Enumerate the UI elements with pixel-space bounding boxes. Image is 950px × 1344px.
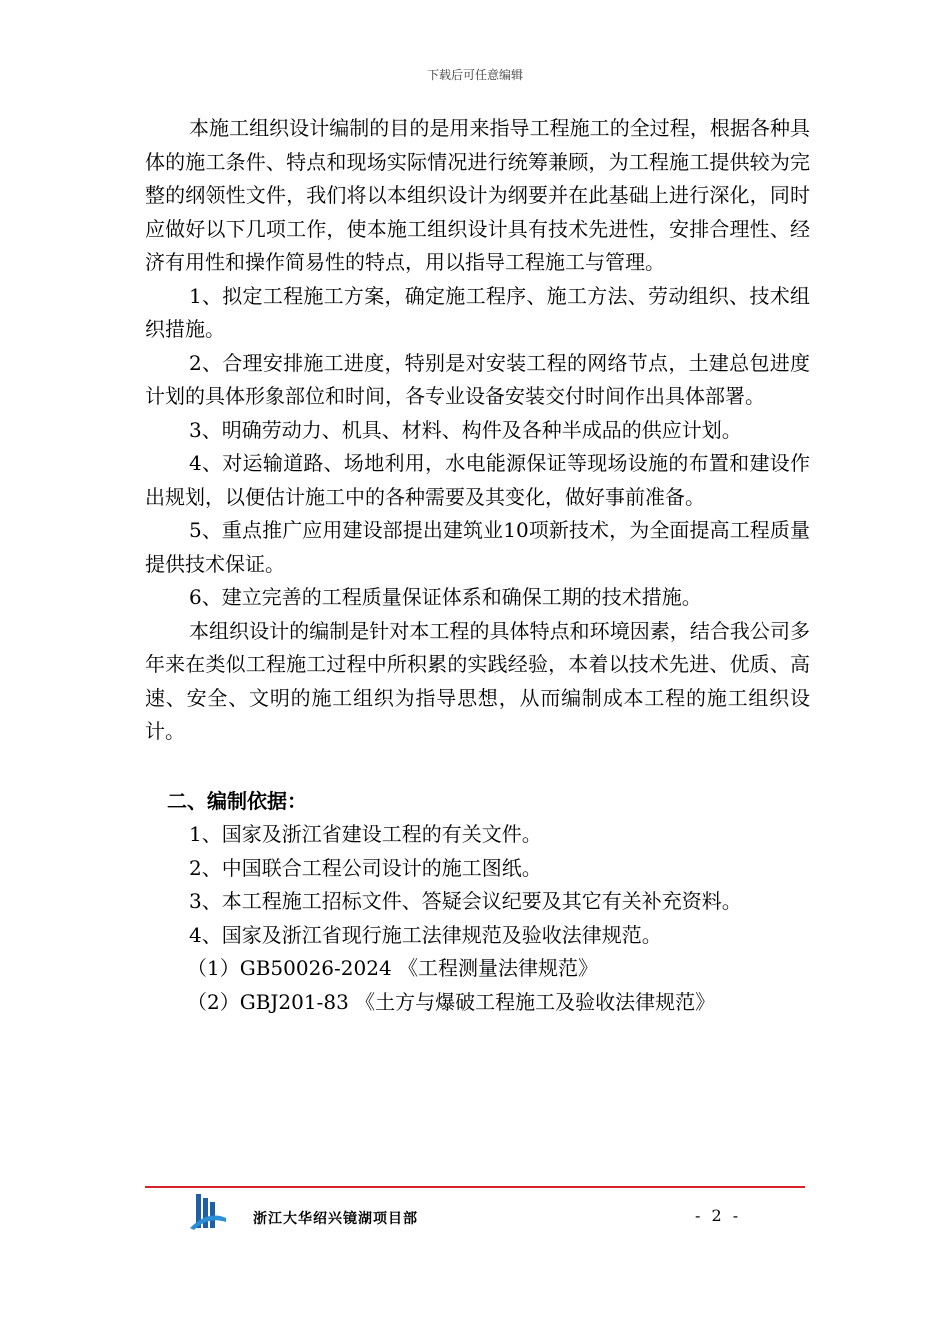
summary-paragraph: 本组织设计的编制是针对本工程的具体特点和环境因素，结合我公司多年来在类似工程施工过程中所积累的实践经验，本着以技术先进、优质、高速、安全、文明的施工组织为指导思想，从而编制成本工程的施工组织设计。 [145, 618, 810, 743]
section-heading: 二、编制依据： [167, 788, 307, 813]
standard-item-2: （2）GBJ201-83 《土方与爆破工程施工及验收法律规范》 [187, 989, 716, 1014]
intro-paragraph: 本施工组织设计编制的目的是用来指导工程施工的全过程，根据各种具体的施工条件、特点和现场实际情况进行统筹兼顾，为工程施工提供较为完整的纲领性文件，我们将以本组织设计为纲要并在此基础上进行深化，同时应做好以下几项工作，使本施工组织设计具有技术先进性，安排合理性、经济有用性和操作简易性的特点，用以指导工程施工与管理。 [145, 116, 810, 274]
list-item-6: 6、建立完善的工程质量保证体系和确保工期的技术措施。 [189, 585, 702, 609]
page-number: - 2 - [695, 1206, 742, 1225]
company-logo-icon [190, 1192, 226, 1230]
basis-item-1: 1、国家及浙江省建设工程的有关文件。 [189, 822, 542, 846]
page-header-note: 下载后可任意编辑 [426, 68, 523, 82]
list-item-4: 4、对运输道路、场地利用，水电能源保证等现场设施的布置和建设作出规划，以便估计施工中的各种需要及其变化，做好事前准备。 [145, 451, 810, 509]
list-item-2: 2、合理安排施工进度，特别是对安装工程的网络节点，土建总包进度计划的具体形象部位和时间，各专业设备安装交付时间作出具体部署。 [145, 350, 810, 408]
document-body [145, 112, 810, 1019]
footer-organization: 浙江大华绍兴镜湖项目部 [253, 1211, 418, 1227]
list-item-3: 3、明确劳动力、机具、材料、构件及各种半成品的供应计划。 [189, 417, 742, 442]
list-item-1: 1、拟定工程施工方案，确定施工程序、施工方法、劳动组织、技术组织措施。 [145, 283, 810, 341]
basis-item-3: 3、本工程施工招标文件、答疑会议纪要及其它有关补充资料。 [189, 889, 742, 913]
list-item-5: 5、重点推广应用建设部提出建筑业10项新技术，为全面提高工程质量提供技术保证。 [145, 518, 810, 576]
standard-item-1: （1）GB50026-2024 《工程测量法律规范》 [187, 956, 599, 980]
basis-item-2: 2、中国联合工程公司设计的施工图纸。 [189, 855, 542, 880]
footer-divider [145, 1186, 805, 1188]
basis-item-4: 4、国家及浙江省现行施工法律规范及验收法律规范。 [189, 922, 662, 947]
